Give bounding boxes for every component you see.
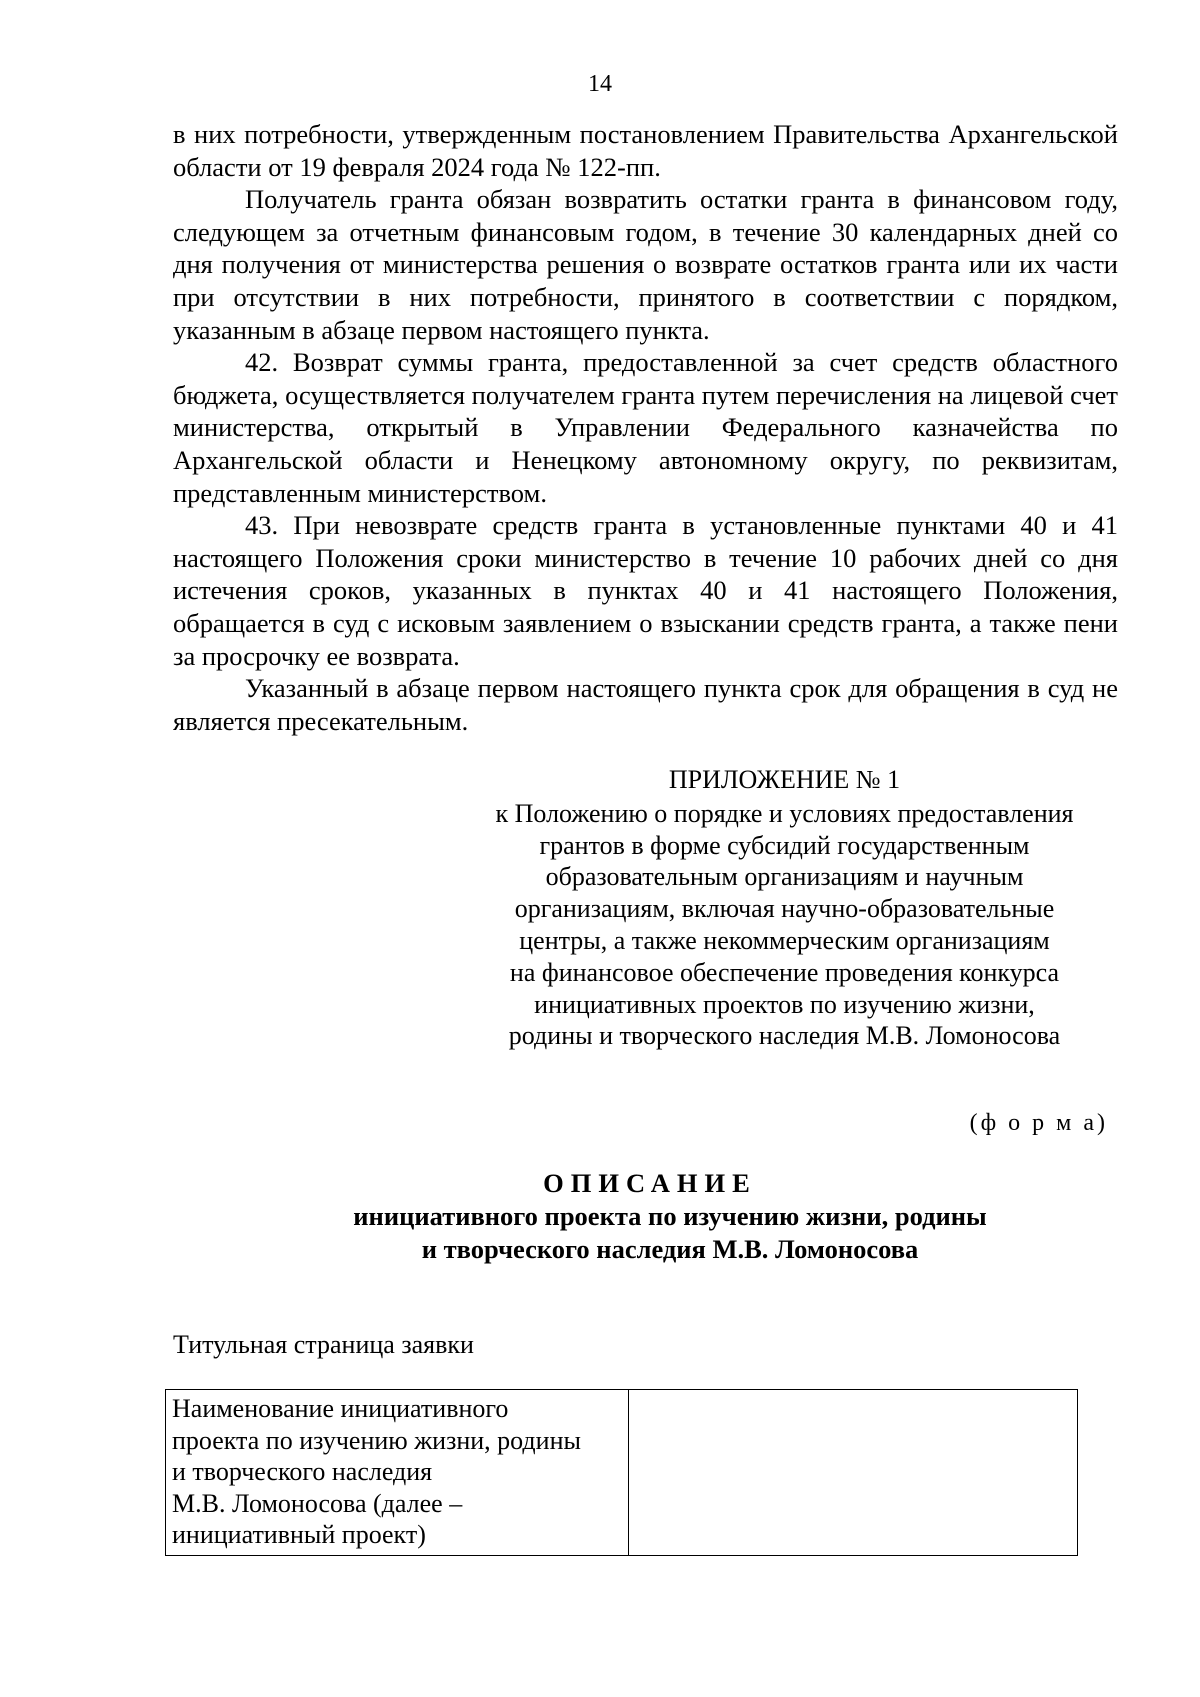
table-label-line: М.В. Ломоносова (далее – bbox=[172, 1488, 463, 1518]
appendix-line: родины и творческого наследия М.В. Ломоносова bbox=[508, 1021, 1061, 1051]
appendix-line: на финансовое обеспечение проведения конкурса bbox=[509, 957, 1060, 987]
page-number: 14 bbox=[588, 71, 612, 97]
appendix-line: к Положению о порядке и условиях предоставления bbox=[495, 798, 1074, 828]
table-label-line: и творческого наследия bbox=[172, 1457, 433, 1486]
heading-title: ОПИСАНИЕ bbox=[543, 1168, 757, 1198]
appendix-block bbox=[452, 764, 1117, 1052]
heading-subtitle-line1: инициативного проекта по изучению жизни, родины bbox=[353, 1201, 987, 1231]
body-text bbox=[173, 118, 1118, 737]
section-label: Титульная страница заявки bbox=[173, 1330, 474, 1359]
appendix-line: грантов в форме субсидий государственным bbox=[539, 830, 1030, 860]
title-page-table bbox=[165, 1389, 1078, 1556]
table-label-line: Наименование инициативного bbox=[172, 1394, 509, 1423]
table-label-cell bbox=[166, 1390, 629, 1556]
appendix-line: центры, а также некоммерческим организациям bbox=[519, 925, 1050, 955]
table-label-line: проекта по изучению жизни, родины bbox=[172, 1425, 581, 1455]
paragraph-item-42: 42. Возврат суммы гранта, предоставленной за счет средств областного бюджета, осуществляется получателем гранта путем перечисления на лицевой счет министерства, открытый в Управлении Федерального казначейства по Архангельской области и Ненецкому автономному округу, по реквизитам, представленным министерством. bbox=[173, 347, 1118, 508]
table-label-line: инициативный проект) bbox=[172, 1520, 426, 1549]
appendix-line: организациям, включая научно-образовательные bbox=[514, 894, 1055, 924]
form-label: (ф о р м а) bbox=[969, 1110, 1108, 1136]
heading-subtitle-line2: и творческого наследия М.В. Ломоносова bbox=[421, 1234, 919, 1264]
document-heading bbox=[0, 1167, 1200, 1266]
table-value-cell bbox=[629, 1390, 1078, 1556]
appendix-line: образовательным организациям и научным bbox=[545, 862, 1024, 892]
paragraph-grant-return: Получатель гранта обязан возвратить остатки гранта в финансовом году, следующем за отчетным финансовым годом, в течение 30 календарных дней со дня получения от министерства решения о возврате остатков гранта или их части при отсутствии в них потребности, принятого в соответствии с порядком, указанным в абзаце первом настоящего пункта. bbox=[173, 184, 1118, 345]
paragraph-item-43: 43. При невозврате средств гранта в установленные пунктами 40 и 41 настоящего Положения сроки министерство в течение 10 рабочих дней со дня истечения сроков, указанных в пунктах 40 и 41 настоящего Положения, обращается в суд с исковым заявлением о взыскании средств гранта, а также пени за просрочку ее возврата. bbox=[173, 510, 1118, 671]
appendix-line: инициативных проектов по изучению жизни, bbox=[534, 989, 1035, 1019]
table-row bbox=[166, 1390, 1078, 1556]
paragraph-continuation: в них потребности, утвержденным постановлением Правительства Архангельской области от 19 февраля 2024 года № 122-пп. bbox=[173, 119, 1118, 182]
paragraph-deadline-note: Указанный в абзаце первом настоящего пункта срок для обращения в суд не является пресекательным. bbox=[173, 673, 1118, 736]
appendix-title: ПРИЛОЖЕНИЕ № 1 bbox=[668, 765, 901, 794]
